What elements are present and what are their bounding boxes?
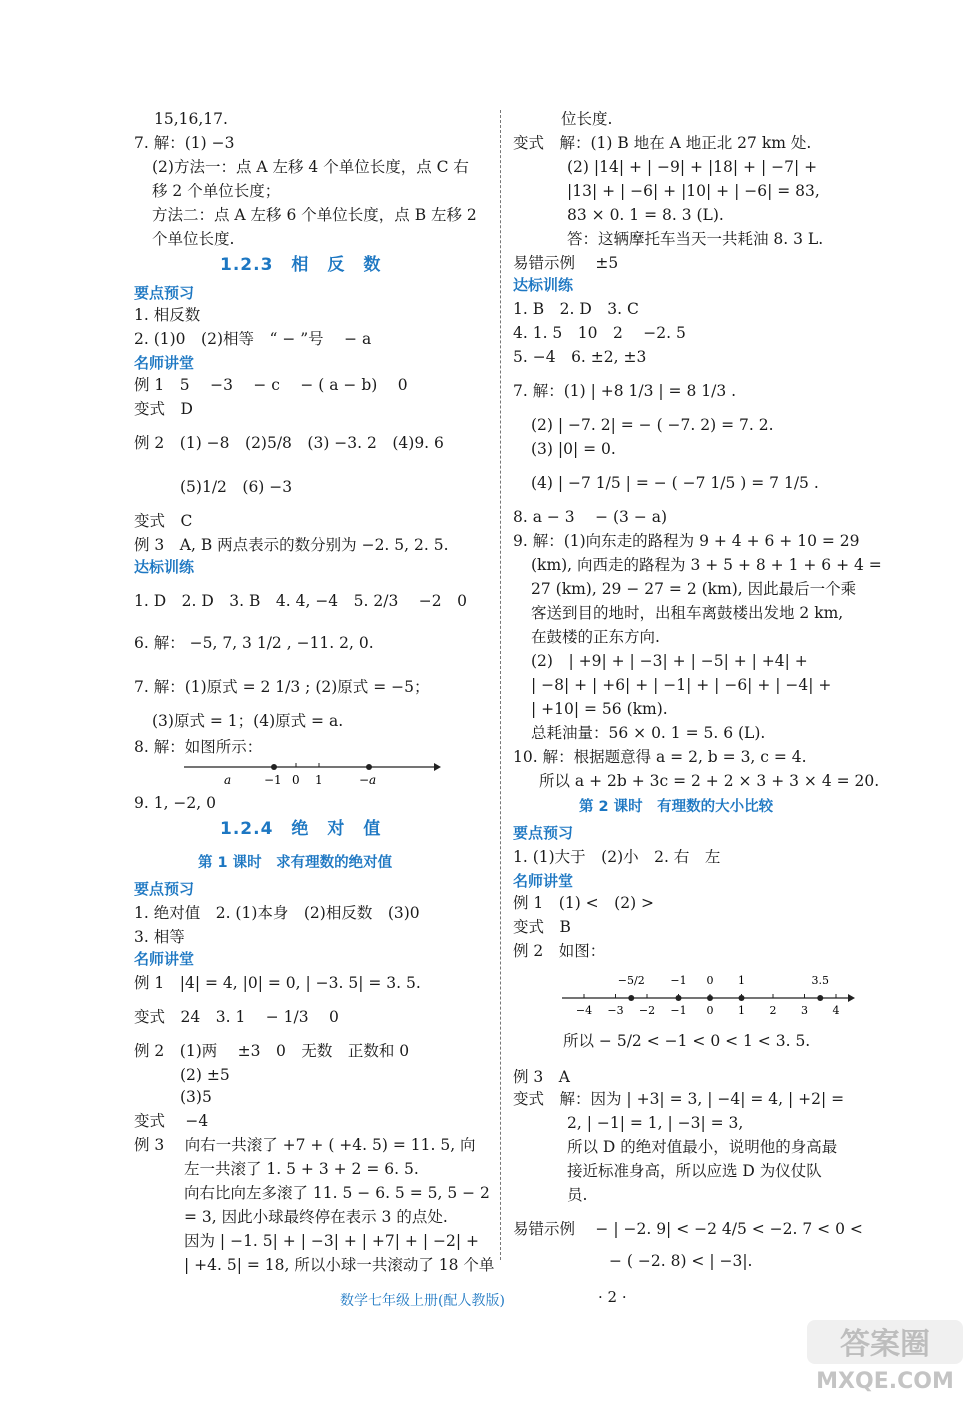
text-line: (5)1/2 (6) −3: [180, 478, 293, 496]
point-label: 1: [738, 974, 745, 987]
section-heading: 名师讲堂: [513, 872, 574, 890]
text-line: | +10| = 56 (km).: [531, 700, 668, 718]
number-line-label: −a: [359, 773, 377, 787]
text-line: 7. 解：(1) | +8 1/3 | = 8 1/3 .: [513, 382, 737, 400]
point-mark: [817, 995, 823, 1001]
text-line: 变式 解：(1) B 地在 A 地正北 27 km 处.: [513, 134, 812, 152]
footer-title: 数学七年级上册(配人教版): [340, 1293, 505, 1309]
watermark-url: MXQE.COM: [816, 1369, 954, 1394]
watermark-logo: [805, 1318, 965, 1394]
text-line: 在鼓楼的正东方向.: [531, 628, 660, 646]
text-line: 变式 解：因为 | +3| = 3, | −4| = 4, | +2| =: [513, 1090, 845, 1108]
text-line: 8. 解：如图所示：: [134, 738, 263, 756]
number-line-label: 0: [292, 773, 300, 787]
text-line: 例 2 (1) −8 (2)5/8 (3) −3. 2 (4)9. 6: [134, 434, 444, 452]
number-line-figure-2: [558, 962, 858, 1018]
text-line: 变式 B: [513, 918, 571, 936]
text-line: 移 2 个单位长度；: [152, 182, 281, 200]
text-line: (2) ±5: [180, 1066, 230, 1084]
point-label: −1: [670, 974, 687, 987]
number-line-label: −1: [264, 773, 282, 787]
section-heading: 达标训练: [513, 276, 574, 294]
text-line: 5. −4 6. ±2, ±3: [513, 348, 647, 366]
text-line: 向右比向左多滚了 11. 5 − 6. 5 = 5, 5 − 2: [184, 1184, 490, 1202]
text-line: 2, | −1| = 1, | −3| = 3,: [567, 1114, 744, 1132]
page-number: · 2 ·: [598, 1288, 627, 1306]
text-line: (3)原式 = 1；(4)原式 = a.: [152, 712, 344, 730]
section-heading: 第 1 课时 求有理数的绝对值: [198, 855, 393, 871]
text-line: 1. D 2. D 3. B 4. 4, −4 5. 2/3 −2 0: [134, 592, 467, 610]
text-line: 因为 | −1. 5| + | −3| + | +7| + | −2| +: [184, 1232, 479, 1250]
point-label: −5/2: [617, 974, 645, 987]
text-line: 方法二：点 A 左移 6 个单位长度，点 B 左移 2: [152, 206, 477, 224]
text-line: 9. 1, −2, 0: [134, 794, 216, 812]
text-line: | +4. 5| = 18, 所以小球一共滚动了 18 个单: [184, 1256, 495, 1274]
text-line: (3)5: [180, 1088, 212, 1106]
text-line: 1. 绝对值 2. (1)本身 (2)相反数 (3)0: [134, 904, 420, 922]
text-line: 7. 解：(1) −3: [134, 134, 235, 152]
number-line-label: a: [224, 773, 232, 787]
tick-label: 2: [769, 1004, 777, 1017]
tick-label: 3: [801, 1004, 808, 1017]
text-line: |13| + | −6| + |10| + | −6| = 83,: [567, 182, 820, 200]
text-line: (3) |0| = 0.: [531, 440, 616, 458]
section-heading: 名师讲堂: [134, 354, 195, 372]
text-line: (km), 向西走的路程为 3 + 5 + 8 + 1 + 6 + 4 =: [531, 556, 882, 574]
text-line: 27 (km), 29 − 27 = 2 (km), 因此最后一个乘: [531, 580, 857, 598]
text-line: 变式 C: [134, 512, 193, 530]
text-line: (2) | +9| + | −3| + | −5| + | +4| +: [531, 652, 808, 670]
text-line: 例 2 (1)两 ±3 0 无数 正数和 0: [134, 1042, 410, 1060]
text-line: 例 3 A, B 两点表示的数分别为 −2. 5, 2. 5.: [134, 536, 449, 554]
text-line: 所以 D 的绝对值最小，说明他的身高最: [567, 1138, 838, 1156]
text-line: 8. a − 3 − (3 − a): [513, 508, 668, 526]
text-line: 变式 D: [134, 400, 193, 418]
text-line: 所以 − 5/2 < −1 < 0 < 1 < 3. 5.: [563, 1032, 811, 1050]
text-line: 接近标准身高，所以应选 D 为仪仗队: [567, 1162, 822, 1180]
tick-label: −4: [575, 1004, 593, 1017]
text-line: 例 2 如图：: [513, 942, 606, 960]
text-line: 1. B 2. D 3. C: [513, 300, 639, 318]
text-line: 2. (1)0 (2)相等 “ − ”号 − a: [134, 330, 372, 348]
tick-label: 1: [738, 1004, 745, 1017]
text-line: = 3, 因此小球最终停在表示 3 的点处.: [184, 1208, 448, 1226]
point-label: 3.5: [811, 974, 829, 987]
text-line: 1. (1)大于 (2)小 2. 右 左: [513, 848, 721, 866]
text-line: 所以 a + 2b + 3c = 2 + 2 × 3 + 3 × 4 = 20.: [539, 772, 880, 790]
point-label: 0: [706, 974, 714, 987]
number-line-label: 1: [315, 773, 323, 787]
number-line-figure: [182, 760, 442, 790]
text-line: | −8| + | +6| + | −1| + | −6| + | −4| +: [531, 676, 832, 694]
section-heading: 第 2 课时 有理数的大小比较: [579, 799, 774, 815]
text-line: 7. 解：(1)原式 = 2 1/3 ; (2)原式 = −5；: [134, 678, 430, 696]
text-line: 易错示例 − | −2. 9| < −2 4/5 < −2. 7 < 0 <: [513, 1220, 863, 1238]
text-line: 83 × 0. 1 = 8. 3 (L).: [567, 206, 724, 224]
text-line: (2) |14| + | −9| + |18| + | −7| +: [567, 158, 818, 176]
section-heading: 要点预习: [134, 284, 195, 302]
text-line: (4) | −7 1/5 | = − ( −7 1/5 ) = 7 1/5 .: [531, 474, 819, 492]
text-line: 个单位长度.: [152, 230, 235, 248]
text-line: 例 1 |4| = 4, |0| = 0, | −3. 5| = 3. 5.: [134, 974, 421, 992]
text-line: 1. 相反数: [134, 306, 201, 324]
text-line: 4. 1. 5 10 2 −2. 5: [513, 324, 686, 342]
tick-label: −3: [607, 1004, 624, 1017]
text-line: 总耗油量：56 × 0. 1 = 5. 6 (L).: [531, 724, 766, 742]
text-line: 变式 24 3. 1 − 1/3 0: [134, 1008, 339, 1026]
text-line: 6. 解： −5, 7, 3 1/2 , −11. 2, 0.: [134, 634, 374, 652]
section-heading: 要点预习: [513, 824, 574, 842]
text-line: 左一共滚了 1. 5 + 3 + 2 = 6. 5.: [184, 1160, 419, 1178]
text-line: 员.: [567, 1186, 588, 1204]
text-line: 客送到目的地时，出租车离鼓楼出发地 2 km,: [531, 604, 844, 622]
text-line: 3. 相等: [134, 928, 185, 946]
number-line-2-group: [562, 974, 855, 1017]
column-divider: [500, 110, 501, 1260]
tick-label: 4: [832, 1004, 840, 1017]
tick-label: −1: [670, 1004, 687, 1017]
section-heading: 要点预习: [134, 880, 195, 898]
text-line: 变式 −4: [134, 1112, 209, 1130]
text-line: (2) | −7. 2| = − ( −7. 2) = 7. 2.: [531, 416, 774, 434]
tick-label: 0: [706, 1004, 714, 1017]
text-line: 位长度.: [561, 110, 613, 128]
section-heading: 达标训练: [134, 558, 195, 576]
text-line: 例 3 向右一共滚了 +7 + ( +4. 5) = 11. 5, 向: [134, 1136, 476, 1154]
text-line: 例 3 A: [513, 1068, 570, 1086]
watermark-logo-text: 答案圈: [840, 1327, 930, 1362]
point-mark: [628, 995, 634, 1001]
point-mark: [676, 995, 682, 1001]
text-line: 9. 解：(1)向东走的路程为 9 + 4 + 6 + 10 = 29: [513, 532, 860, 550]
tick-label: −2: [638, 1004, 656, 1017]
text-line: (2)方法一：点 A 左移 4 个单位长度，点 C 右: [152, 158, 469, 176]
text-line: 例 1 (1) < (2) >: [513, 894, 655, 912]
section-heading: 名师讲堂: [134, 950, 195, 968]
text-line: 易错示例 ±5: [513, 254, 619, 272]
point-mark: [739, 995, 745, 1001]
text-line: 10. 解：根据题意得 a = 2, b = 3, c = 4.: [513, 748, 807, 766]
text-line: 15,16,17.: [154, 110, 228, 128]
text-line: 例 1 5 −3 − c − ( a − b) 0: [134, 376, 408, 394]
section-heading: 1.2.3 相 反 数: [220, 255, 382, 275]
text-line: 答：这辆摩托车当天一共耗油 8. 3 L.: [567, 230, 824, 248]
section-heading: 1.2.4 绝 对 值: [220, 819, 382, 839]
point-mark: [707, 995, 713, 1001]
text-line: − ( −2. 8) < | −3|.: [609, 1252, 753, 1270]
